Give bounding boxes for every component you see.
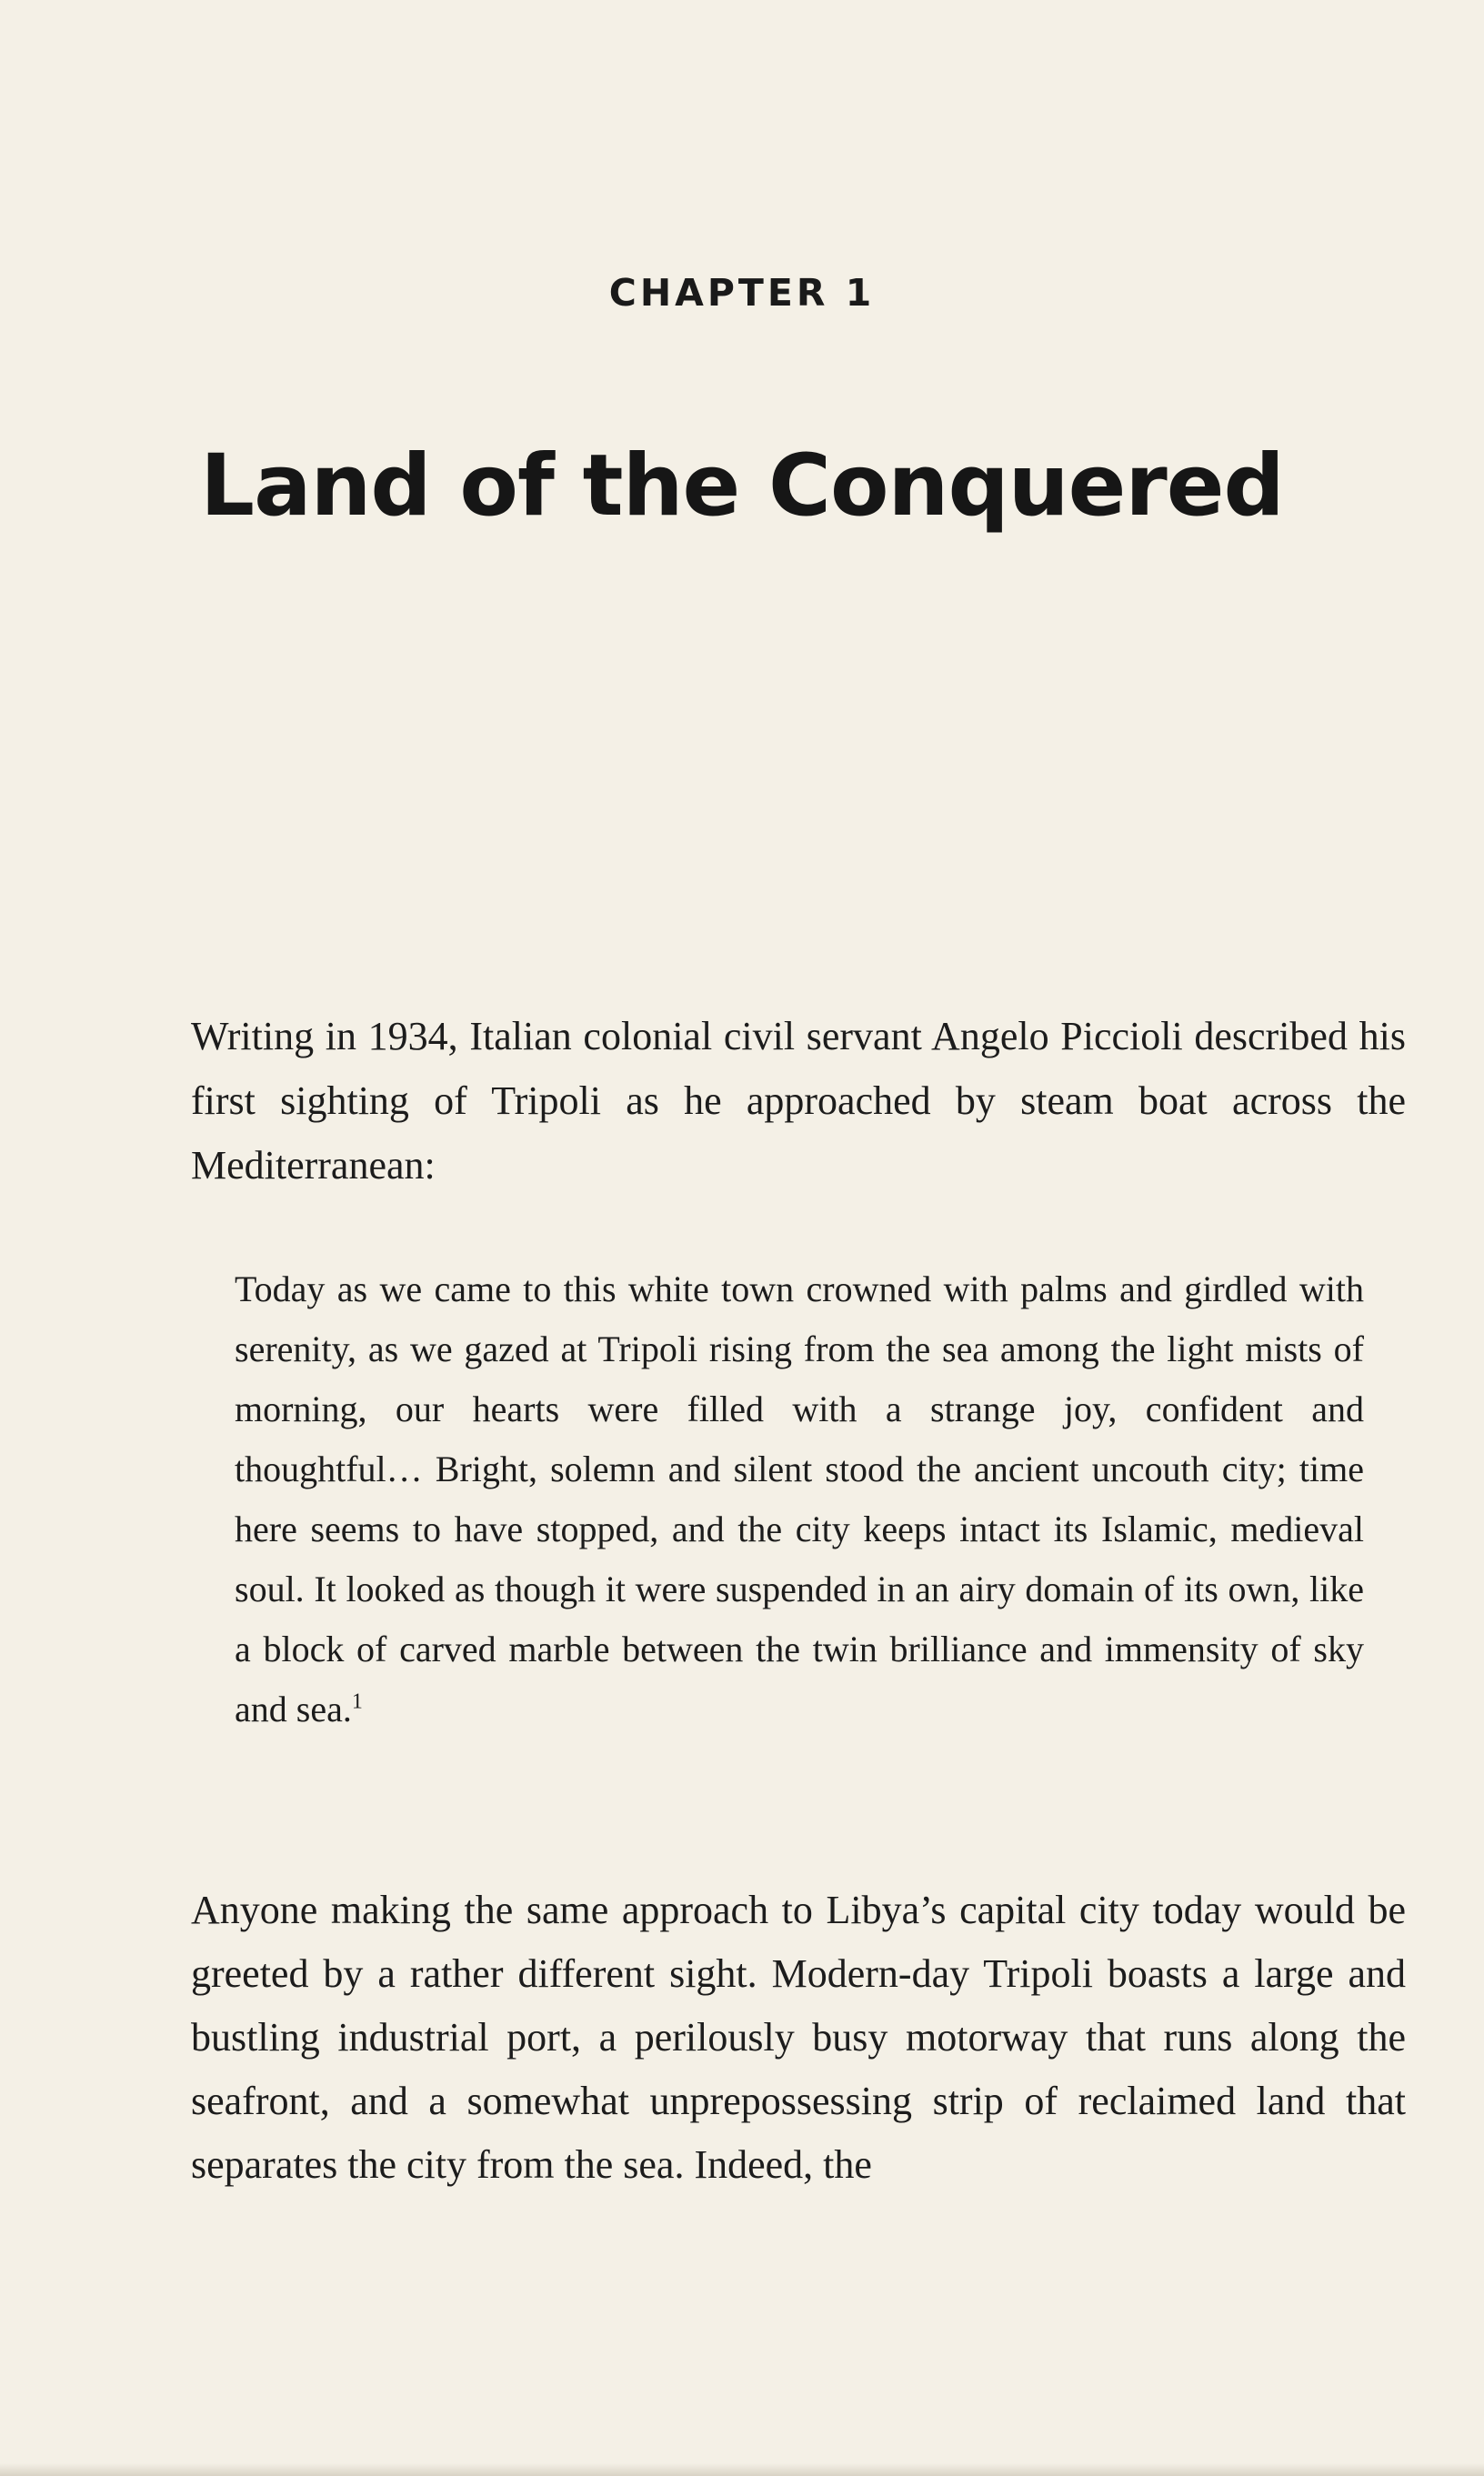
opening-paragraph: Writing in 1934, Italian colonial civil servant Angelo Piccioli described his first sighting of Tripoli as he approached by steam boat across the Mediterranean:: [191, 1014, 1406, 1188]
block-quote-text: Today as we came to this white town crowned with palms and girdled with serenity, as we gazed at Tripoli rising from the sea among the light mists of morning, our hearts were filled with a strange joy, confident and thoughtful… Bright, solemn and silent stood the ancient uncouth city; time here seems to have stopped, and the city keeps intact its Islamic, medieval soul. It looked as though it were suspended in an airy domain of its own, like a block of carved marble between the twin brilliance and immensity of sky and sea.: [235, 1268, 1364, 1729]
chapter-label: CHAPTER 1: [608, 271, 876, 315]
chapter-title: Land of the Conquered: [200, 436, 1284, 536]
footnote-marker: 1: [351, 1689, 363, 1714]
block-quote: [235, 1259, 1364, 1739]
page-bottom-edge: [0, 2463, 1484, 2476]
body-paragraph: Anyone making the same approach to Libya’s capital city today would be greeted by a rather different sight. Modern-day Tripoli boasts a large and bustling industrial port, a perilously busy motorway that runs along the seafront, and a somewhat unprepossessing strip of reclaimed land that separates the city from the sea. Indeed, the: [191, 1888, 1406, 2187]
